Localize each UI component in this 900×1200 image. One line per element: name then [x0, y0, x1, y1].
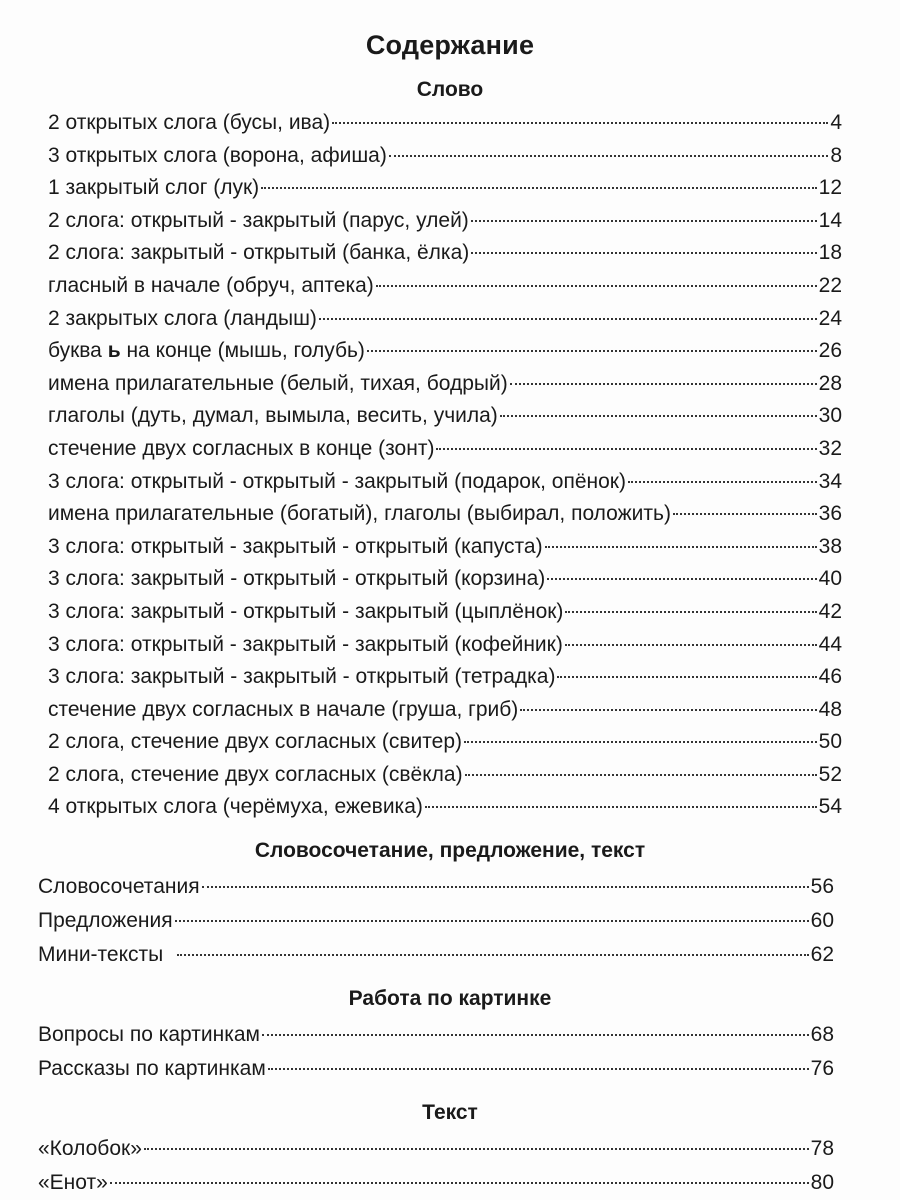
- toc-entry-label: 3 открытых слога (ворона, афиша): [48, 143, 387, 167]
- toc-entry-label: 3 слога: закрытый - закрытый - открытый (тетрадка): [48, 665, 556, 689]
- toc-entry[interactable]: [0, 498, 900, 531]
- toc-entry[interactable]: [0, 596, 900, 629]
- dot-leader: [262, 1034, 809, 1036]
- toc-entry[interactable]: [0, 107, 900, 140]
- label-suffix: на конце (мышь, голубь): [120, 339, 365, 363]
- toc-entry-page: 78: [810, 1137, 834, 1161]
- section-text: [0, 1098, 900, 1200]
- toc-list: [0, 1132, 900, 1200]
- dot-leader: [202, 886, 809, 888]
- toc-entry[interactable]: [0, 759, 900, 792]
- toc-entry-label: «Енот»: [38, 1171, 108, 1195]
- toc-entry-page: 26: [818, 339, 842, 363]
- toc-entry[interactable]: [0, 791, 900, 824]
- section-picture-work: [0, 984, 900, 1086]
- toc-entry-label: 1 закрытый слог (лук): [48, 176, 260, 200]
- toc-entry[interactable]: [0, 270, 900, 303]
- page-title: Содержание: [365, 30, 535, 60]
- toc-entry-label: [48, 335, 365, 368]
- toc-entry[interactable]: [0, 237, 900, 270]
- toc-entry[interactable]: [0, 1166, 900, 1200]
- toc-entry-page: 30: [818, 404, 842, 428]
- toc-entry-label: Словосочетания: [38, 875, 200, 899]
- toc-entry[interactable]: [0, 938, 900, 972]
- toc-entry[interactable]: [0, 904, 900, 938]
- toc-entry[interactable]: [0, 335, 900, 368]
- toc-entry-page: 56: [810, 875, 834, 899]
- toc-entry[interactable]: [0, 466, 900, 499]
- dot-leader: [110, 1182, 809, 1184]
- dot-leader: [268, 1068, 809, 1070]
- toc-entry-label: 3 слога: закрытый - открытый - открытый (корзина): [48, 567, 546, 591]
- toc-entry-page: 52: [818, 762, 842, 786]
- toc-entry-page: 34: [818, 469, 842, 493]
- toc-entry[interactable]: [0, 563, 900, 596]
- dot-leader: [520, 709, 816, 711]
- dot-leader: [557, 676, 816, 678]
- toc-entry[interactable]: [0, 205, 900, 238]
- toc-entry-page: 4: [830, 111, 842, 134]
- toc-entry-page: 54: [818, 795, 842, 819]
- toc-entry-label: 2 открытых слога (бусы, ива): [48, 111, 331, 134]
- toc-entry[interactable]: [0, 400, 900, 433]
- toc-entry-page: 44: [818, 632, 842, 656]
- toc-entry-page: 76: [810, 1057, 834, 1081]
- toc-entry-page: 48: [818, 697, 842, 721]
- dot-leader: [436, 448, 816, 450]
- dot-leader: [510, 383, 817, 385]
- toc-entry-label: 2 слога: закрытый - открытый (банка, ёлка): [48, 241, 470, 265]
- toc-entry-label: Предложения: [38, 909, 173, 933]
- toc-entry-label: 3 слога: открытый - закрытый - открытый (капуста): [48, 534, 543, 558]
- section-slovo: [0, 75, 900, 824]
- toc-entry-label: 4 открытых слога (черёмуха, ежевика): [48, 795, 423, 819]
- toc-entry[interactable]: [0, 531, 900, 564]
- dot-leader: [464, 741, 817, 743]
- toc-entry[interactable]: [0, 1018, 900, 1052]
- section-heading: Слово: [416, 78, 484, 101]
- toc-entry[interactable]: [0, 870, 900, 904]
- section-heading: Работа по картинке: [348, 987, 552, 1011]
- toc-entry-label: гласный в начале (обруч, аптека): [48, 273, 374, 297]
- dot-leader: [376, 285, 817, 287]
- dot-leader: [332, 122, 828, 124]
- toc-entry-page: 46: [818, 665, 842, 689]
- toc-entry-label: 3 слога: закрытый - открытый - закрытый (цыплёнок): [48, 599, 564, 623]
- toc-list: [0, 1018, 900, 1086]
- toc-entry-page: 42: [818, 599, 842, 623]
- section-heading: Словосочетание, предложение, текст: [254, 839, 646, 863]
- toc-entry-label: 2 слога, стечение двух согласных (свитер): [48, 730, 463, 754]
- dot-leader: [545, 546, 817, 548]
- toc-entry-label: имена прилагательные (богатый), глаголы (выбирал, положить): [48, 502, 671, 526]
- label-prefix: буква: [48, 339, 108, 363]
- toc-entry-label: 3 слога: открытый - открытый - закрытый (подарок, опёнок): [48, 469, 626, 493]
- dot-leader: [471, 220, 817, 222]
- toc-entry-label: имена прилагательные (белый, тихая, бодрый): [48, 371, 508, 395]
- toc-entry-page: 28: [818, 371, 842, 395]
- toc-entry-page: 50: [818, 730, 842, 754]
- toc-entry[interactable]: [0, 1052, 900, 1086]
- dot-leader: [628, 481, 817, 483]
- toc-list: [0, 107, 900, 824]
- dot-leader: [500, 415, 817, 417]
- toc-entry-page: 18: [818, 241, 842, 265]
- toc-entry[interactable]: [0, 726, 900, 759]
- toc-list: [0, 870, 900, 972]
- toc-entry-label: Мини-тексты: [38, 943, 164, 967]
- toc-entry-page: 22: [818, 273, 842, 297]
- toc-entry[interactable]: [0, 303, 900, 336]
- toc-entry[interactable]: [0, 368, 900, 401]
- toc-entry-label: стечение двух согласных в начале (груша, гриб): [48, 697, 519, 721]
- toc-entry-page: 40: [818, 567, 842, 591]
- toc-entry-page: 62: [810, 943, 834, 967]
- toc-entry-label: Вопросы по картинкам: [38, 1023, 260, 1047]
- dot-leader: [471, 252, 816, 254]
- toc-entry[interactable]: [0, 172, 900, 205]
- toc-entry-page: 14: [818, 208, 842, 232]
- toc-entry-label: 2 закрытых слога (ландыш): [48, 306, 317, 330]
- toc-entry-page: 60: [810, 909, 834, 933]
- toc-entry-label: Рассказы по картинкам: [38, 1057, 266, 1081]
- toc-entry[interactable]: [0, 1132, 900, 1166]
- soft-sign-letter: ь: [107, 339, 121, 363]
- toc-entry-page: 80: [810, 1171, 834, 1195]
- toc-entry-page: 12: [818, 176, 842, 200]
- dot-leader: [261, 187, 816, 189]
- dot-leader: [425, 806, 817, 808]
- toc-entry[interactable]: [0, 140, 900, 173]
- dot-leader: [367, 350, 817, 352]
- section-heading: Текст: [422, 1101, 478, 1125]
- toc-entry-label: глаголы (дуть, думал, вымыла, весить, учила): [48, 404, 498, 428]
- toc-entry[interactable]: [0, 629, 900, 662]
- toc-entry-page: 24: [818, 306, 842, 330]
- dot-leader: [465, 774, 817, 776]
- toc-entry-label: 3 слога: открытый - закрытый - закрытый (кофейник): [48, 632, 563, 656]
- dot-leader: [547, 578, 816, 580]
- toc-entry[interactable]: [0, 694, 900, 727]
- toc-entry-page: 32: [818, 436, 842, 460]
- dot-leader: [177, 954, 808, 956]
- toc-entry-page: 68: [810, 1023, 834, 1047]
- dot-leader: [565, 611, 816, 613]
- dot-leader: [389, 155, 828, 157]
- toc-entry-page: 36: [818, 502, 842, 526]
- toc-entry-page: 8: [830, 143, 842, 167]
- dot-leader: [144, 1148, 809, 1150]
- toc-entry-page: 38: [818, 534, 842, 558]
- toc-entry-label: 2 слога, стечение двух согласных (свёкла): [48, 762, 463, 786]
- dot-leader: [673, 513, 817, 515]
- toc-entry-label: стечение двух согласных в конце (зонт): [48, 436, 435, 460]
- toc-entry-label: «Колобок»: [38, 1137, 142, 1161]
- section-phrase-sentence-text: [0, 836, 900, 972]
- dot-leader: [319, 318, 817, 320]
- toc-entry[interactable]: [0, 661, 900, 694]
- toc-entry[interactable]: [0, 433, 900, 466]
- toc-entry-label: 2 слога: открытый - закрытый (парус, улей): [48, 208, 469, 232]
- dot-leader: [175, 920, 809, 922]
- dot-leader: [565, 644, 817, 646]
